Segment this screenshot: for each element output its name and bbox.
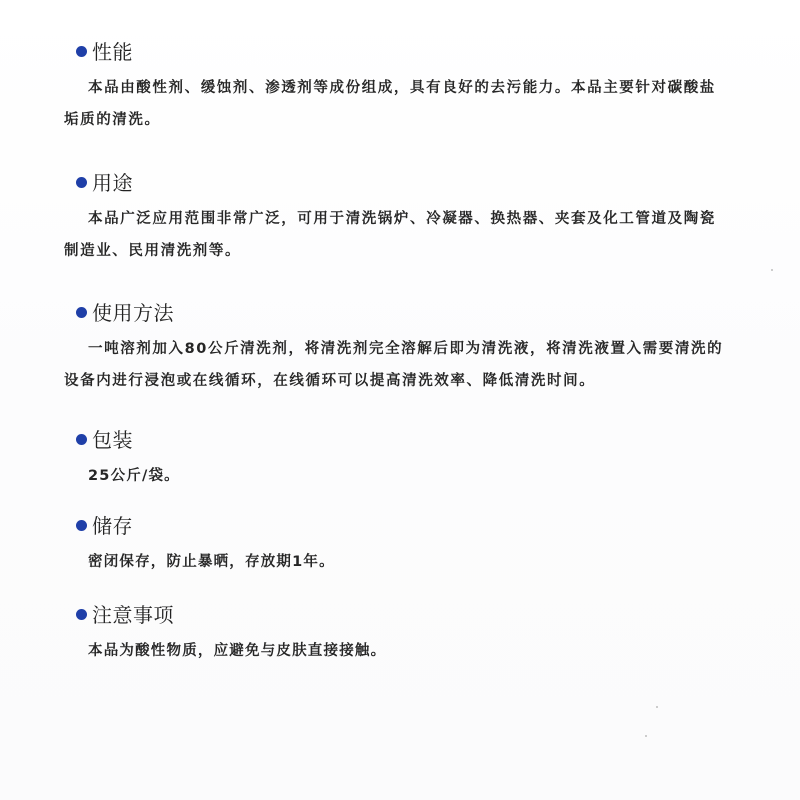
paragraph-line: 25公斤/袋。 xyxy=(88,468,180,484)
section-paragraph xyxy=(64,203,776,267)
section-heading xyxy=(76,297,776,325)
section-instructions xyxy=(64,297,776,397)
heading-text: 使用方法 xyxy=(92,300,174,325)
section-paragraph xyxy=(64,72,776,136)
paragraph-line: 设备内进行浸泡或在线循环，在线循环可以提高清洗效率、降低清洗时间。 xyxy=(64,373,596,389)
heading-text: 包装 xyxy=(92,427,133,452)
scan-speck xyxy=(645,735,647,737)
paragraph-line: 本品广泛应用范围非常广泛，可用于清洗锅炉、冷凝器、换热器、夹套及化工管道及陶瓷 xyxy=(88,211,716,227)
heading-text: 注意事项 xyxy=(92,602,174,627)
section-heading xyxy=(76,424,776,452)
paragraph-line: 密闭保存，防止暴晒，存放期1年。 xyxy=(88,554,335,570)
scan-speck xyxy=(771,269,773,271)
paragraph-line: 一吨溶剂加入80公斤清洗剂，将清洗剂完全溶解后即为清洗液，将清洗液置入需要清洗的 xyxy=(88,341,724,357)
bullet-dot-icon xyxy=(76,177,87,188)
paragraph-line: 制造业、民用清洗剂等。 xyxy=(64,243,242,259)
section-paragraph xyxy=(76,460,776,492)
section-packaging xyxy=(76,424,776,492)
heading-text: 性能 xyxy=(92,39,133,64)
paragraph-line: 本品由酸性剂、缓蚀剂、渗透剂等成份组成，具有良好的去污能力。本品主要针对碳酸盐 xyxy=(88,80,716,96)
heading-text: 用途 xyxy=(92,170,133,195)
section-usage xyxy=(64,167,776,267)
section-heading xyxy=(76,510,776,538)
section-heading xyxy=(76,36,776,64)
section-storage xyxy=(76,510,776,578)
section-heading xyxy=(76,599,776,627)
section-performance xyxy=(64,36,776,136)
bullet-dot-icon xyxy=(76,434,87,445)
section-heading xyxy=(76,167,776,195)
bullet-dot-icon xyxy=(76,609,87,620)
section-paragraph xyxy=(64,333,776,397)
paragraph-line: 本品为酸性物质，应避免与皮肤直接接触。 xyxy=(88,643,387,659)
paragraph-line: 垢质的清洗。 xyxy=(64,112,161,128)
bullet-dot-icon xyxy=(76,307,87,318)
bullet-dot-icon xyxy=(76,46,87,57)
section-paragraph xyxy=(76,546,776,578)
scan-speck xyxy=(656,706,658,708)
section-paragraph xyxy=(76,635,776,667)
heading-text: 储存 xyxy=(92,513,133,538)
section-precautions xyxy=(76,599,776,667)
bullet-dot-icon xyxy=(76,520,87,531)
